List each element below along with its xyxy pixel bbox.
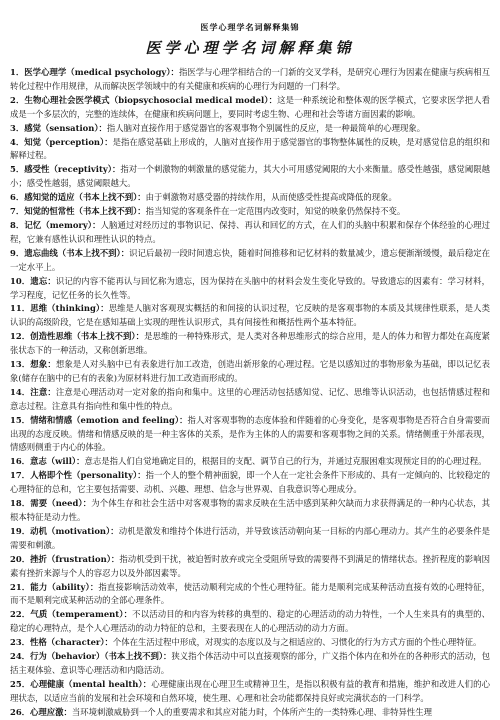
entry-item [10, 219, 490, 247]
entry-item [10, 191, 490, 205]
entry-term: 17．人格即个性（personality）： [10, 470, 146, 481]
entry-item [10, 94, 490, 122]
page-title: 医学心理学名词解释集锦 [145, 39, 355, 57]
entry-term: 19．动机（motivation）： [10, 525, 119, 536]
entry-list [10, 66, 490, 720]
entry-definition: 识记后最初一段时间遗忘快，随着时间推移和记忆材料的数量减少，遗忘便渐渐缓慢，最后稳定在一定水平上。 [10, 247, 490, 272]
entry-definition: 注意是心理活动对一定对象的指向和集中。这里的心理活动包括感知觉、记忆、思维等认识活动，也包括情感过程和意志过程。注意具有指向性和集中性的特点。 [10, 386, 490, 411]
entry-definition: 心理健康出现在心理卫生或精神卫生，是指以积极有益的教育和措施，维护和改进人们的心理状态，以适应当前的发展和社会环境和自然环境，使生理、心理和社会功能都保持良好或完满状态的一门科学。 [10, 678, 490, 703]
entry-term: 26．心理应激： [10, 706, 72, 717]
entry-definition: 指人对客观事物的态度体验和伴随着的心身变化，是客观事物是否符合自身需要而出现的态度反映。情绪和情感反映的是一种主客体的关系，是作为主体的人的需要和客观事物之间的关系。情绪侧重于外部表现，情感则侧重于内心的体验。 [10, 414, 490, 453]
page-header: 医学心理学名词解释集锦 [200, 22, 300, 32]
entry-definition: 是思维的一种特殊形式，是人类对各种思维形式的综合应用，是人的体力和智力都处在高度紧张状态下的一种活动，又称创新思维。 [10, 331, 490, 356]
entry-term: 10．遗忘： [10, 275, 56, 286]
entry-term: 3．感觉（sensation）： [10, 122, 107, 133]
entry-term: 9．遗忘曲线（书本上找不到）： [10, 247, 130, 258]
entry-term: 6．感知觉的适应（书本上找不到）： [10, 192, 146, 203]
entry-definition: 指对一个刺激物的刺激量的感觉能力，其大小可用感觉阈限的大小来衡量。感受性越强，感觉阈限越小；感受性越弱，感觉阈限越大。 [10, 164, 490, 189]
entry-definition: 思维是人脑对客观现实概括的和间接的认识过程，它反映的是客观事物的本质及其规律性联系，是人类认识的高级阶段，它是在感知基础上实现的理性认识形式，具有间接性和概括性两个基本特征。 [10, 303, 491, 328]
entry-definition: 指当知觉的客观条件在一定范围内改变时，知觉的映象仍然保持不变。 [145, 206, 406, 217]
entry-item [10, 553, 490, 581]
entry-definition: 狭义指个体活动中可以直接观察的部分，广义指个体内在和外在的各种形式的活动，包括主观体验、意识等心理活动和内隐活动。 [10, 651, 490, 675]
entry-item [10, 455, 490, 469]
entry-item [10, 414, 490, 456]
entry-term: 25．心理健康（mental health）： [10, 678, 152, 689]
entry-term: 8．记忆（memory）： [10, 219, 101, 230]
entry-item [10, 66, 490, 94]
entry-term: 12．创造性思维（书本上找不到）： [10, 331, 145, 342]
entry-definition: 由于刺激物对感受器的持续作用，从而使感受性提高或降低的现象。 [145, 192, 397, 203]
entry-item [10, 608, 490, 636]
entry-item [10, 678, 490, 706]
entry-definition: 指直接影响活动效率，使活动顺利完成的个性心理特征。能力是顺利完成某种活动直接有效的心理特征，而不是顺利完成某种活动的全部心理条件。 [10, 581, 490, 606]
entry-term: 16．意志（will）： [10, 456, 85, 467]
entry-definition: 不以活动目的和内容为转移的典型的、稳定的心理活动的动力特性，一个人生来具有的典型的、稳定的心理特点，是个人心理活动的动力特征的总和，主要表现在人的心理活动的动力方面。 [10, 609, 490, 634]
entry-definition: 指动机受到干扰，被迫暂时放弃或完全受阻所导致的需要得不到满足的情绪状态。挫折程度的影响因素有挫折来源与个人的容忍力以及外部因素等。 [10, 553, 490, 578]
entry-term: 11．思维（thinking）： [10, 303, 109, 314]
entry-term: 4．知觉（perception）： [10, 136, 113, 147]
entry-definition: 这是一种系统论和整体观的医学模式，它要求医学把人看成是一个多层次的，完整的连续体，在健康和疾病问题上，要同时考虑生物、心理和社会等诸方面因素的影响。 [10, 94, 490, 119]
entry-term: 20．挫折（frustration）： [10, 553, 120, 564]
entry-term: 18．需要（need）： [10, 498, 92, 509]
entry-item [10, 386, 490, 414]
entry-definition: 为个体生存和社会生活中对客观事物的需求反映在生活中感到某种欠缺而力求获得满足的一种内心状态，其根本特征是动力性。 [10, 498, 491, 522]
entry-term: 21．能力（ability）： [10, 581, 99, 592]
entry-item [10, 636, 490, 650]
entry-definition: 意志是指人们自觉地确定目的，根据目的支配、调节自己的行为，并通过克服困难实现预定目的的心理过程。 [84, 456, 487, 467]
entry-item [10, 205, 490, 219]
entry-item [10, 581, 490, 609]
entry-item [10, 136, 490, 164]
entry-item [10, 469, 490, 497]
entry-definition: 当环境刺激威胁到一个人的重要需求和其应对能力时，个体所产生的一类特殊心理、非特异性生理 [71, 706, 433, 717]
entry-item [10, 275, 490, 303]
entry-term: 24．行为（behavior）（书本上找不到）： [10, 651, 172, 662]
entry-item [10, 358, 490, 386]
entry-definition: 人脑通过对经历过的事物识记、保持、再认和回忆的方式，在人们的头脑中积累和保存个体经验的心理过程，它兼有感性认识和理性认识的特点。 [10, 219, 490, 244]
entry-item [10, 650, 490, 678]
entry-term: 2．生物心理社会医学模式（biopsychosocial medical model）： [10, 94, 278, 105]
entry-item [10, 497, 490, 525]
entry-definition: 是指在感觉基础上形成的，人脑对直接作用于感觉器官的事物整体属性的反映，是对感觉信息的组织和解释过程。 [10, 136, 490, 161]
entry-term: 5．感受性（receptivity）： [10, 164, 121, 175]
entry-definition: 个体在生活过程中形成，对现实的态度以及与之相适应的、习惯化的行为方式方面的个性心理特征。 [112, 637, 482, 648]
entry-term: 15．情绪和情感（emotion and feeling）： [10, 414, 188, 425]
entry-item [10, 302, 490, 330]
entry-item [10, 247, 490, 275]
entry-term: 7．知觉的恒常性（书本上找不到）： [10, 206, 146, 217]
entry-item [10, 163, 490, 191]
entry-term: 14．注意： [10, 386, 56, 397]
entry-item [10, 525, 490, 553]
entry-item [10, 330, 490, 358]
entry-term: 13．想象： [10, 359, 56, 370]
entry-definition: 想象是人对头脑中已有表象进行加工改造，创造出新形象的心理过程。它是以感知过的事物形象为基础，即以记忆表象(储存在脑中的已有的表象)为原材料进行加工改造而形成的。 [10, 359, 490, 383]
entry-term: 23．性格（character）： [10, 637, 113, 648]
entry-term: 1．医学心理学（medical psychology）： [10, 67, 179, 77]
entry-definition: 指医学与心理学相结合的一门新的交叉学科，是研究心理行为因素在健康与疾病相互转化过程中作用规律，从而解决医学领域中的有关健康和疾病的心理行为问题的一门科学。 [10, 67, 490, 91]
entry-definition: 指人脑对直接作用于感觉器官的客观事物个别属性的反应，是一种最简单的心理现象。 [106, 122, 426, 133]
entry-item [10, 122, 490, 136]
entry-term: 22．气质（temperament）： [10, 609, 133, 620]
entry-definition: 指一个人的整个精神面貌，即一个人在一定社会条件下形成的、具有一定倾向的、比较稳定的心理特征的总和，它主要包括需要、动机、兴趣、理想、信念与世界观、自我意识等心理成分。 [10, 470, 490, 495]
entry-definition: 识记的内容不能再认与回忆称为遗忘，因为保持在头脑中的材料会发生变化导致的。导致遗忘的因素有：学习材料，学习程度，记忆任务的长久性等。 [10, 275, 490, 300]
entry-definition: 动机是激发和维持个体进行活动，并导致该活动朝向某一目标的内部心理动力。其产生的必要条件是需要和刺激。 [10, 525, 491, 550]
